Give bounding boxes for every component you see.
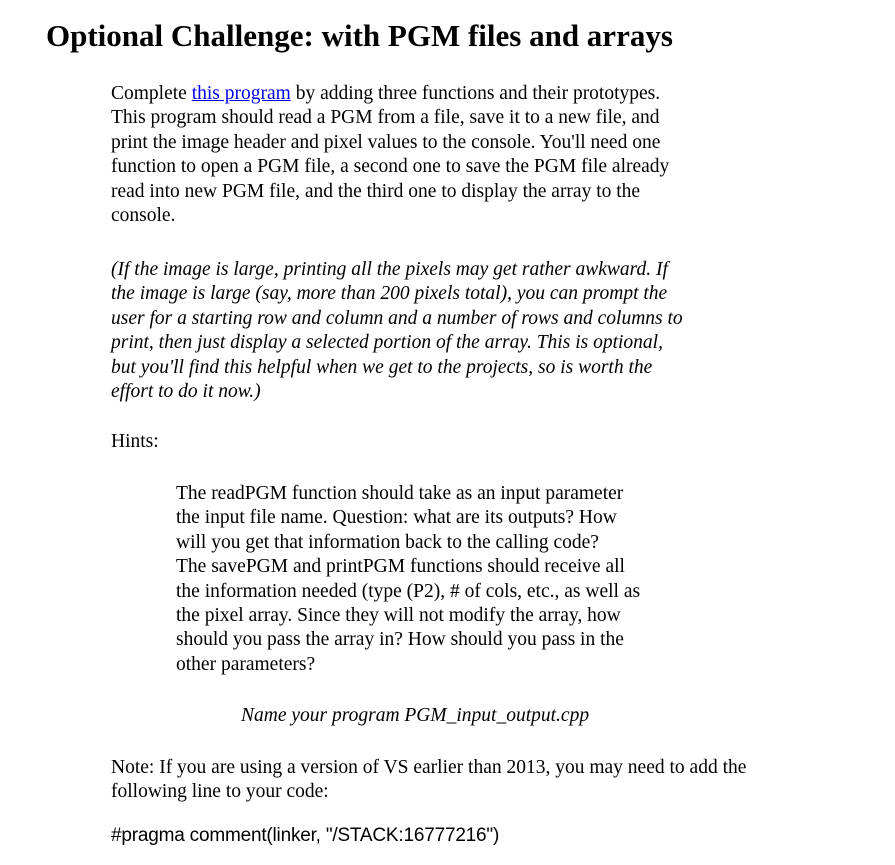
this-program-link[interactable]: this program [191,83,291,104]
hints-block [176,482,640,677]
intro-after-link: by adding three functions and their prototypes. [290,83,661,104]
italic-note-line: effort to do it now.) [111,381,261,403]
intro-paragraph [111,82,771,228]
program-name-instruction: Name your program PGM_input_output.cpp [241,705,590,726]
intro-before-link: Complete [111,83,192,104]
page-title: Optional Challenge: with PGM files and arrays [46,18,673,53]
italic-note-line: the image is large (say, more than 200 pixels total), you can prompt the [111,283,668,305]
vs-note [111,756,746,805]
italic-note-line: user for a starting row and column and a number of rows and columns to [111,307,683,329]
hint-line: The readPGM function should take as an input parameter [176,483,624,504]
pragma-code-line: #pragma comment(linker, "/STACK:16777216") [111,825,500,846]
intro-line: function to open a PGM file, a second one to save the PGM file already [111,156,670,178]
italic-note-paragraph [111,258,771,404]
intro-line: console. [111,205,176,227]
hint-line: the pixel array. Since they will not modify the array, how [176,605,621,627]
hint-line: will you get that information back to the calling code? [176,531,599,553]
hints-label: Hints: [111,431,159,452]
intro-line: print the image header and pixel values to the console. You'll need one [111,131,661,153]
hint-line: the input file name. Question: what are its outputs? How [176,507,617,529]
italic-note-line: but you'll find this helpful when we get to the projects, so is worth the [111,356,653,378]
intro-line: read into new PGM file, and the third one to display the array to the [111,180,641,202]
hint-line: the information needed (type (P2), # of cols, etc., as well as [176,580,641,602]
intro-line-0 [111,82,771,106]
intro-line: This program should read a PGM from a file, save it to a new file, and [111,107,660,129]
italic-note-line: print, then just display a selected portion of the array. This is optional, [111,332,663,354]
hint-line: The savePGM and printPGM functions should receive all [176,556,625,578]
hint-line: other parameters? [176,653,316,675]
italic-note-line: (If the image is large, printing all the pixels may get rather awkward. If [111,259,668,280]
note-line: following line to your code: [111,781,329,803]
hint-line: should you pass the array in? How should you pass in the [176,629,624,651]
note-line: Note: If you are using a version of VS earlier than 2013, you may need to add the [111,757,747,778]
